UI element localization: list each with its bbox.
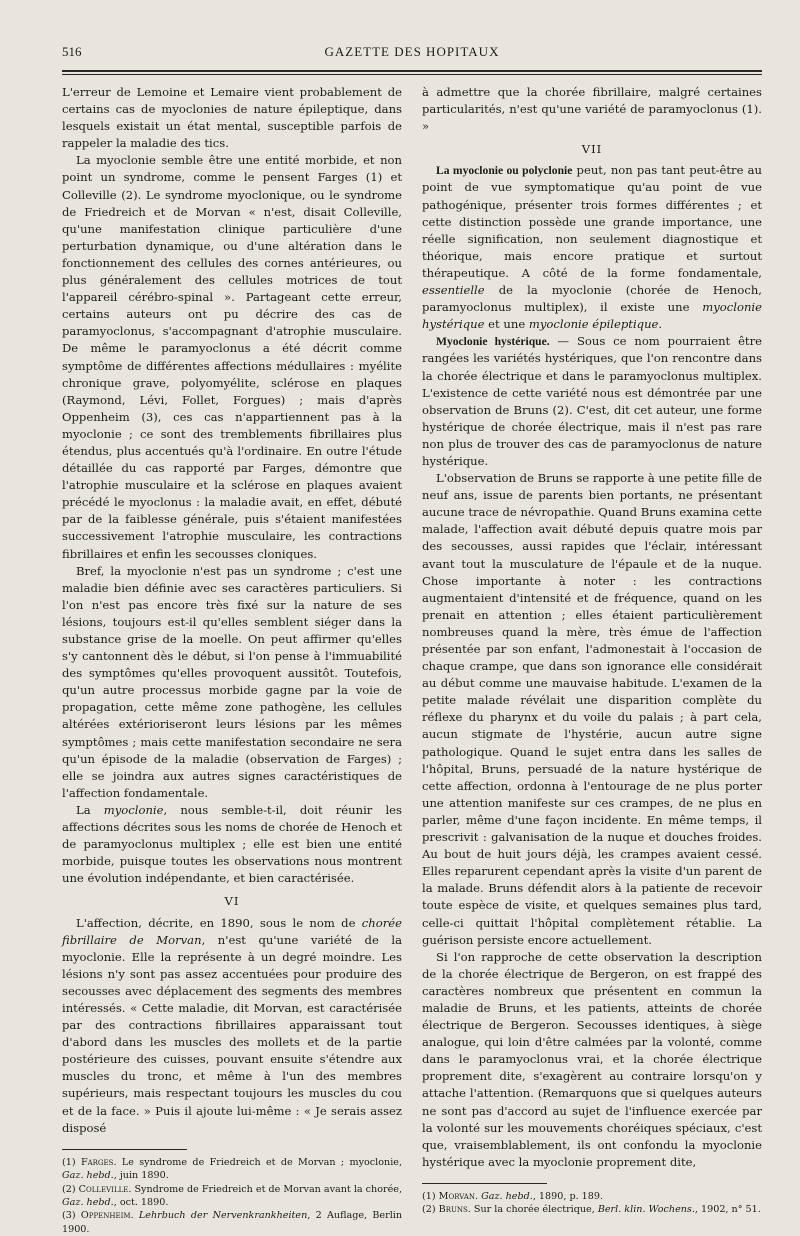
paragraph (62, 915, 402, 1137)
paragraph (422, 162, 762, 333)
bold-heading: Myoclonie hystérique. (436, 335, 550, 349)
footnote-author: Colleville (78, 1183, 129, 1195)
text-run: L'affection, décrite, en 1890, sous le nom de (76, 915, 362, 930)
footnote-journal: Gaz. hebd. (62, 1170, 114, 1182)
text-run: — Sous ce nom pourraient être rangées les variétés hystériques, que l'on rencontre dans la chorée électrique et dans le paramyoclonus multiplex. L'existence de cette variété nous est démontrée par une observation de Bruns (2). C'est, dit cet auteur, une forme hystérique de chorée électrique, mais il n'est pas rare non plus de trouver des cas de paramyoclonus de nature hystérique. (422, 334, 762, 468)
left-column (62, 84, 402, 1236)
footnote-journal: Berl. klin. Wochens. (597, 1204, 695, 1216)
footnote (62, 1209, 402, 1236)
footnote-text: . (130, 1210, 139, 1222)
footnote-text: , oct. 1890. (113, 1196, 169, 1208)
footnote-number: (2) (62, 1183, 79, 1195)
footnote-text: . Le syndrome de Friedreich et de Morvan ; myoclonie, (113, 1156, 402, 1168)
footnote-text: , 1890, p. 189. (532, 1190, 604, 1202)
footnote-journal: Gaz. hebd. (62, 1196, 114, 1208)
footnote-author: Farges (80, 1156, 114, 1168)
footnote-number: (1) (62, 1156, 81, 1168)
text-run: de la myoclonie (chorée de Henoch, paramyoclonus multiplex), il existe une (422, 283, 762, 315)
bold-heading: La myoclonie ou polyclonie (436, 164, 573, 178)
section-number: VII (581, 142, 603, 157)
footnotes (62, 1156, 402, 1236)
footnote-text: . Syndrome de Friedreich et de Morvan avant la chorée, (128, 1183, 402, 1195)
footnote-rule (62, 1149, 187, 1150)
emphasis: myoclonie hystérique (422, 300, 762, 332)
footnote-rule (422, 1183, 547, 1184)
paragraph: à admettre que la chorée fibrillaire, malgré certaines particularités, n'est qu'une variété de paramyoclonus (1). » (422, 85, 762, 134)
emphasis: myoclonie (103, 802, 164, 817)
footnote-journal: Gaz. hebd. (481, 1190, 533, 1202)
emphasis: chorée fibrillaire de Morvan (62, 915, 402, 947)
footnote (422, 1203, 762, 1216)
paragraph: Si l'on rapproche de cette observation la description de la chorée électrique de Bergeron, on est frappé des caractères nombreux que présentent en commun la maladie de Bruns, et les patients, atteints de chorée électrique de Bergeron. Secousses identiques, à siège analogue, qui loin d'être calmées par la volonté, comme dans le paramyoclonus vrai, et la chorée électrique proprement dite, s'exagèrent au contraire lorsqu'on y attache l'attention. (Remarquons que si quelques auteurs ne sont pas d'accord au sujet de l'influence exercée par la volonté sur les mouvements choréiques spéciaux, c'est que, vraisemblablement, ils ont confondu la myoclonie hystérique avec la myoclonie proprement dite, (422, 949, 762, 1169)
paragraph (422, 333, 762, 470)
footnote (422, 1190, 762, 1203)
footnote-author: Morvan (438, 1190, 475, 1202)
paragraph: La myoclonie semble être une entité morbide, et non point un syndrome, comme le pensent Farges (1) et Colleville (2). Le syndrome myoclonique, ou le syndrome de Friedreich et de Morvan « n'est, disait Colleville, qu'une manifestation clinique particulière d'une perturbation dynamique, ou d'une altération dans le fonctionnement des cellules des cornes antérieures, ou plus généralement des cellules motrices de tout l'appareil cérébro-spinal ». Partageant cette erreur, certains auteurs ont pu décrire des cas de paramyoclonus, s'accompagnant d'atrophie musculaire. De même le paramyoclonus a été décrit comme symptôme de différentes affections médullaires : myélite chronique grave, polyomyélite, sclérose en plaques (Raymond, Lévi, Follet, Forgues) ; mais d'après Oppenheim (3), ces cas n'appartiennent pas à la myoclonie ; ce sont des tremblements fibrillaires plus étendus, plus accentués qu'à l'ordinaire. En outre l'étude détaillée du cas rapporté par Farges, démontre que l'atrophie musculaire et la sclérose en plaques avaient précédé le myoclonus : la maladie avait, en effet, débuté par de la faiblesse générale, puis s'étaient manifestées successivement l'atrophie musculaire, les contractions fibrillaires et enfin les secousses cloniques. (62, 153, 402, 561)
footnote-text: , 1902, n° 51. (694, 1204, 761, 1216)
footnote (62, 1156, 402, 1183)
page-number: 516 (62, 44, 82, 59)
footnote-number: (2) (422, 1204, 439, 1216)
text-run: peut, non pas tant peut-être au point de vue symptomatique qu'au point de vue pathogénique, présenter trois formes différentes ; et cette distinction possède une grande importance, une réelle signification, non seulement diagnostique et théorique, mais encore pratique et surtout thérapeutique. A côté de la forme fondamentale, (422, 163, 762, 280)
emphasis: myoclonie épileptique (528, 317, 659, 332)
paragraph: L'observation de Bruns se rapporte à une petite fille de neuf ans, issue de parents bien portants, ne présentant aucune trace de névropathie. Quand Bruns examina cette malade, l'affection avait débuté depuis quatre mois par des secousses, aussi rapides que l'éclair, intéressant avant tout la musculature de l'épaule et de la nuque. Chose importante à noter : les contractions augmentaient d'intensité et de fréquence, quand on les prenait en attention ; elles étaient particulièrement nombreuses quand la mère, très émue de l'affection présentée par son enfant, l'admonestait à l'occasion de chaque crampe, que dans son ignorance elle considérait au début comme une mauvaise habitude. L'examen de la petite malade révélait une disparition complète du réflexe du pharynx et du voile du palais ; à part cela, aucun stigmate de l'hystérie, aucun autre signe pathologique. Quand le sujet entra dans les salles de l'hôpital, Bruns, persuadé de la nature hystérique de cette affection, ordonna à l'entourage de ne plus porter une attention manifeste sur ces crampes, de ne plus en parler, même d'une façon incidente. En même temps, il prescrivit : galvanisation de la nuque et douches froides. Au bout de huit jours déjà, les crampes avaient cessé. Elles reparurent cependant après la visite d'un parent de la malade. Bruns défendit alors à la patiente de recevoir toute espèce de visite, et quelques semaines plus tard, celle-ci quittait l'hôpital complètement rétablie. La guérison persiste encore actuellement. (422, 471, 762, 947)
text-run: et une (484, 317, 529, 332)
page-header (62, 44, 762, 64)
footnote-author: Oppenheim (80, 1210, 131, 1222)
footnote-author: Bruns (438, 1204, 468, 1216)
header-rule-thin (62, 74, 762, 75)
footnote-journal: Lehrbuch der Nervenkrankheiten (138, 1210, 308, 1222)
emphasis: essentielle (422, 283, 485, 298)
footnote (62, 1183, 402, 1210)
footnote-number: (3) (62, 1210, 81, 1222)
paragraph: Bref, la myoclonie n'est pas un syndrome ; c'est une maladie bien définie avec ses caractères particuliers. Si l'on n'est pas encore très fixé sur la nature de ses lésions, toujours est-il qu'elles semblent siéger dans la substance grise de la moelle. On peut affirmer qu'elles s'y cantonnent dès le début, si l'on pense à l'immuabilité des symptômes qu'elles provoquent aussitôt. Toutefois, qu'un autre processus morbide gagne par la voie de propagation, cette même zone pathogène, les cellules altérées extérioriseront leurs lésions par les mêmes symptômes ; mais cette manifestation secondaire ne sera qu'un épisode de la maladie (observation de Farges) ; elle se joindra aux autres signes caractéristiques de l'affection fondamentale. (62, 563, 402, 800)
footnote-text: , 2 Auflage, Berlin 1900. (62, 1210, 403, 1235)
footnote-text: . Sur la chorée électrique, (467, 1204, 598, 1216)
text-run: La (76, 802, 104, 817)
footnote-text: , juin 1890. (113, 1170, 169, 1182)
text-run: , nous semble-t-il, doit réunir les affections décrites sous les noms de chorée de Henoch et de paramyoclonus multiplex ; elle est bien une entité morbide, puisque toutes les observations nous montrent une évolution indépendante, et bien caractérisée. (62, 802, 402, 886)
text-run: . (658, 317, 663, 332)
footnotes (422, 1190, 762, 1217)
running-title: GAZETTE DES HOPITAUX (324, 44, 500, 59)
header-rule-thick (62, 70, 762, 72)
footnote-number: (1) (422, 1190, 439, 1202)
paragraph (62, 802, 402, 887)
section-number: VI (224, 894, 240, 909)
text-run: , n'est qu'une variété de la myoclonie. Elle la représente à un degré moindre. Les lésions n'y sont pas assez accentuées pour produire des secousses avec déplacement des segments des membres intéressés. « Cette maladie, dit Morvan, est caractérisée par des contractions fibrillaires apparaissant tout d'abord dans les muscles des mollets et de la partie postérieure des cuisses, pouvant ensuite s'étendre aux muscles du tronc, et même à l'un des membres supérieurs, mais respectant toujours les muscles du cou et de la face. » Puis il ajoute lui-même : « Je serais assez disposé (62, 932, 402, 1135)
footnote-text: . (474, 1190, 482, 1202)
paragraph: L'erreur de Lemoine et Lemaire vient probablement de certains cas de myoclonies de nature épileptique, dans lesquels existait un état mental, susceptible parfois de rappeler la maladie des tics. (62, 85, 402, 151)
right-column (422, 84, 762, 1217)
